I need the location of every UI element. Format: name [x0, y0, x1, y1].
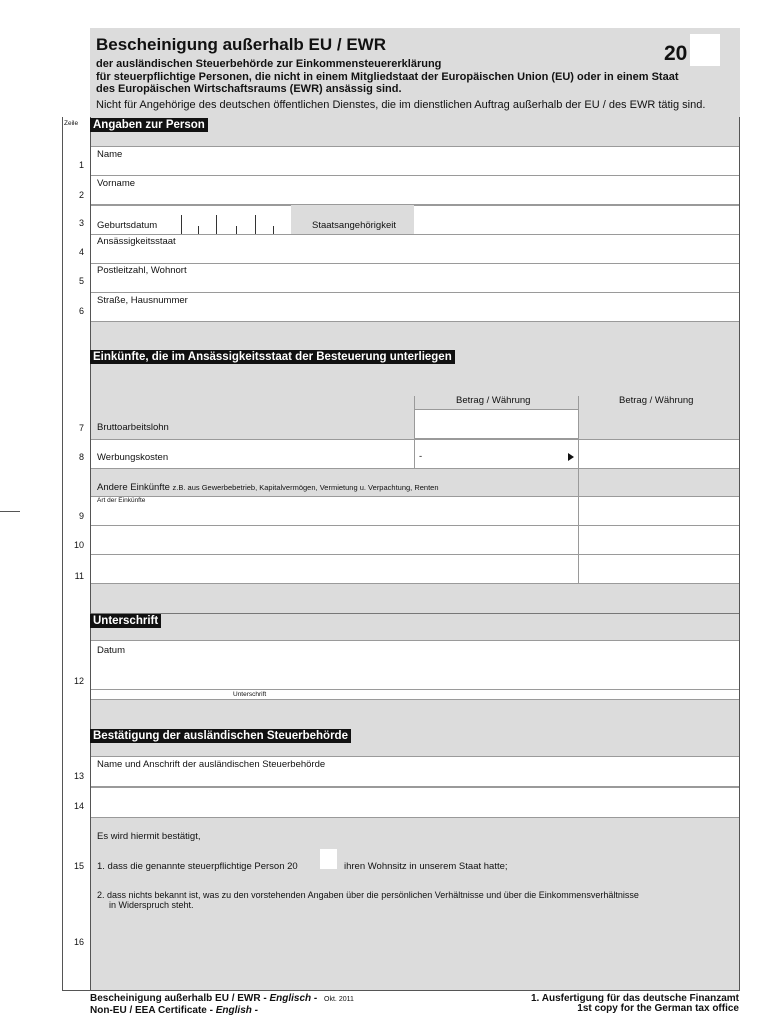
year-prefix: 20	[664, 42, 688, 65]
line-number: 2	[78, 190, 84, 200]
footer-right-line-2: 1st copy for the German tax office	[577, 1003, 739, 1014]
andere-einkuenfte-detail: z.B. aus Gewerbebetrieb, Kapitalvermögen, Vermietung u. Verpachtung, Renten	[172, 483, 439, 492]
column-header-amount: Betrag / Währung	[619, 395, 694, 406]
andere-einkuenfte-row-9[interactable]	[91, 496, 739, 526]
date-separator	[181, 215, 182, 235]
footer-title-en: Non-EU / EEA Certificate -	[90, 1005, 216, 1016]
bruttoarbeitslohn-amount-field[interactable]	[415, 409, 578, 439]
andere-einkuenfte-row-10[interactable]	[91, 525, 739, 555]
unterschrift-label: Unterschrift	[233, 691, 267, 698]
andere-einkuenfte-title: Andere Einkünfte	[97, 482, 170, 493]
subtitle-line-3: des Europäischen Wirtschaftsraums (EWR) ansässig sind.	[96, 83, 402, 95]
form-subtitle	[96, 58, 736, 96]
subtitle-line-1: der ausländischen Steuerbehörde zur Einkommensteuererklärung	[96, 58, 442, 70]
name-field[interactable]	[91, 146, 739, 176]
vorname-label: Vorname	[97, 178, 136, 189]
staatsangehoerigkeit-field[interactable]	[414, 205, 739, 235]
line-number: 1	[78, 160, 84, 170]
line-number: 12	[73, 676, 84, 686]
column-header-amount: Betrag / Währung	[456, 395, 531, 406]
authority-name-label: Name und Anschrift der ausländischen Steuerbehörde	[97, 759, 326, 770]
column-divider	[578, 525, 579, 555]
ansaessigkeitsstaat-label: Ansässigkeitsstaat	[97, 236, 176, 247]
andere-einkuenfte-label	[97, 482, 439, 493]
line-number: 15	[73, 861, 84, 871]
line-number: 3	[78, 218, 84, 228]
column-divider	[578, 496, 579, 526]
footer-language-en: English -	[215, 1005, 258, 1016]
section-title-income: Einkünfte, die im Ansässigkeitsstaat der Besteuerung unterliegen	[90, 350, 455, 364]
footer-title-de: Bescheinigung außerhalb EU / EWR -	[90, 993, 270, 1004]
arrow-right-icon	[568, 453, 574, 461]
art-der-einkuenfte-label: Art der Einkünfte	[97, 497, 146, 504]
form-title: Bescheinigung außerhalb EU / EWR	[96, 35, 386, 54]
footer-version: Okt. 2011	[324, 996, 354, 1003]
confirmation-year-field[interactable]	[320, 849, 337, 869]
zeile-label: Zeile	[64, 120, 79, 127]
date-separator	[255, 215, 256, 235]
line-number: 7	[78, 423, 84, 433]
section-divider	[91, 613, 739, 614]
confirmation-item-1	[97, 861, 298, 872]
footer-right-line-1: 1. Ausfertigung für das deutsche Finanzamt	[531, 993, 739, 1004]
line-number: 14	[73, 801, 84, 811]
column-divider	[414, 439, 415, 469]
section-title-authority: Bestätigung der ausländischen Steuerbehörde	[90, 729, 351, 743]
name-label: Name	[97, 149, 123, 160]
vorname-field[interactable]	[91, 175, 739, 205]
confirmation-item-1-start: 1. dass die genannte steuerpflichtige Person 20	[97, 861, 298, 872]
footer-left-line-2	[90, 1005, 258, 1016]
confirmation-item-2	[97, 890, 737, 910]
confirmation-item-2-line-1: 2. dass nichts bekannt ist, was zu den vorstehenden Angaben über die persönlichen Verhältnisse und über die Einkommensverhältnisse	[97, 890, 639, 900]
authority-address-field[interactable]	[91, 787, 739, 818]
plz-wohnort-label: Postleitzahl, Wohnort	[97, 265, 187, 276]
line-number: 8	[78, 452, 84, 462]
confirmation-text: Es wird hiermit bestätigt,	[97, 831, 201, 842]
strasse-field[interactable]	[91, 292, 739, 322]
line-number: 4	[78, 247, 84, 257]
werbungskosten-amount-field[interactable]	[418, 441, 574, 467]
signature-field[interactable]	[91, 640, 739, 700]
footer-language-de: Englisch -	[269, 993, 318, 1004]
staatsangehoerigkeit-label: Staatsangehörigkeit	[312, 220, 396, 231]
line-number: 9	[78, 511, 84, 521]
line-number: 5	[78, 276, 84, 286]
line-number: 13	[73, 771, 84, 781]
column-divider	[578, 439, 579, 469]
ansaessigkeitsstaat-field[interactable]	[91, 234, 739, 264]
confirmation-item-2-line-2: in Widerspruch steht.	[109, 900, 194, 910]
line-number: 6	[78, 306, 84, 316]
plz-wohnort-field[interactable]	[91, 263, 739, 293]
strasse-label: Straße, Hausnummer	[97, 295, 188, 306]
footer-left-line-1	[90, 993, 354, 1004]
bruttoarbeitslohn-label: Bruttoarbeitslohn	[97, 422, 169, 433]
subtitle-line-2: für steuerpflichtige Personen, die nicht in einem Mitgliedstaat der Europäischen Union (EU) oder in einem Staat	[96, 70, 679, 83]
section-title-signature: Unterschrift	[90, 614, 161, 628]
date-separator	[216, 215, 217, 235]
margin-fold-mark	[0, 511, 20, 512]
line-number: 10	[73, 540, 84, 550]
minus-sign: -	[419, 451, 423, 462]
line-number: 16	[73, 937, 84, 947]
andere-einkuenfte-row-11[interactable]	[91, 554, 739, 584]
geburtsdatum-label: Geburtsdatum	[97, 220, 158, 231]
signature-line	[91, 689, 739, 690]
werbungskosten-label: Werbungskosten	[97, 452, 169, 463]
section-title-person: Angaben zur Person	[90, 118, 208, 132]
werbungskosten-result-field[interactable]	[580, 441, 738, 467]
form-note: Nicht für Angehörige des deutschen öffentlichen Dienstes, die im dienstlichen Auftrag außerhalb der EU / des EWR tätig sind.	[96, 99, 706, 111]
line-number: 11	[74, 571, 84, 581]
confirmation-item-1-end: ihren Wohnsitz in unserem Staat hatte;	[344, 861, 508, 872]
column-divider	[578, 554, 579, 584]
datum-label: Datum	[97, 645, 125, 656]
